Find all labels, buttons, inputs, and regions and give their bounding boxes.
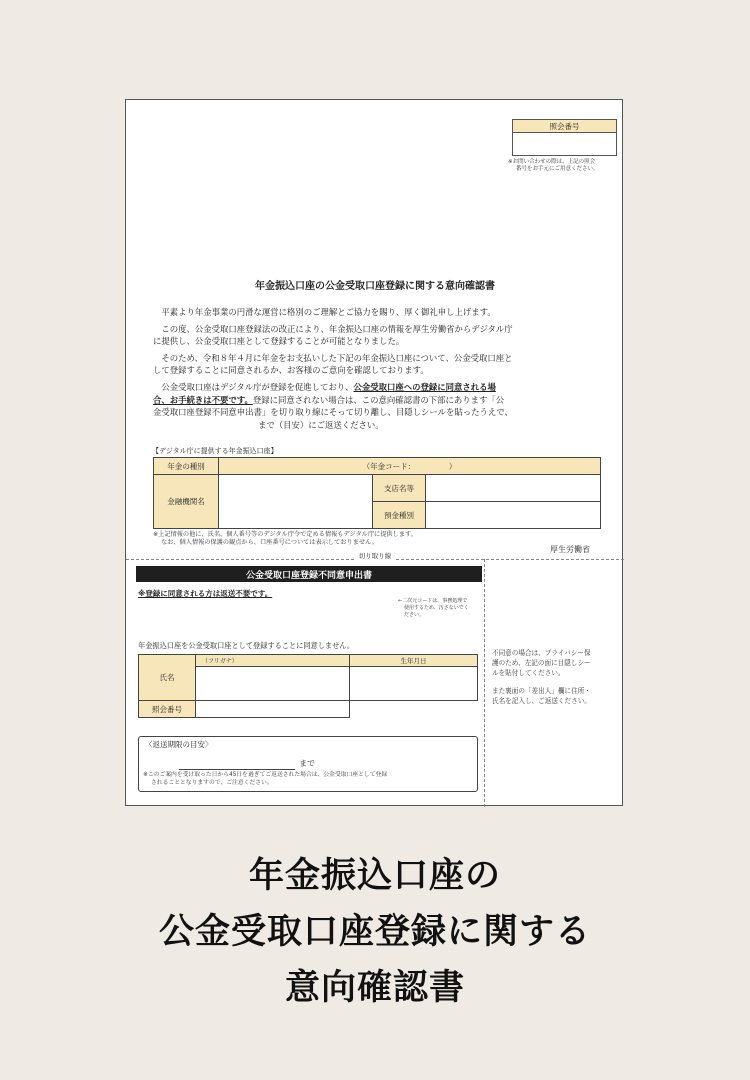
branch-name-label: 支店名等 xyxy=(372,474,426,502)
deadline-label: 〈返送期限の目安〉 xyxy=(145,740,213,749)
deadline-line xyxy=(179,769,295,770)
bank-name-value xyxy=(218,474,373,529)
deposit-type-value xyxy=(425,501,601,529)
name-label: 氏名 xyxy=(138,654,196,701)
fold-line xyxy=(484,559,485,807)
birth-field[interactable] xyxy=(349,666,478,701)
deadline-note: ※このご案内を受け取った日から45日を過ぎてご返送された場合は、公金受取口座として登録 されることとなりますので、ご注意ください。 xyxy=(143,772,388,786)
birth-label: 生年月日 xyxy=(349,654,478,667)
deadline-made: まで xyxy=(299,759,315,768)
form-ref-field xyxy=(195,700,350,718)
ref-note: ※お問い合わせの際は、上記の照会 番号をお手元にご用意ください。 xyxy=(508,159,599,173)
caption-line-1: 年金振込口座の xyxy=(248,856,501,896)
branch-name-value xyxy=(425,474,601,502)
form-ref-label: 照会番号 xyxy=(138,700,196,718)
table-notes: ※上記情報の他に、氏名、個人番号等のデジタル庁令で定める情報もデジタル庁に提供します。 なお、個人情報の保護の観点から、口座番号については表示しておりません。 xyxy=(153,531,417,547)
document-body: 平素より年金事業の円滑な運営に格別のご理解とご協力を賜り、厚く御礼申し上げます。 この度、公金受取口座登録法の改正により、年金振込口座の情報を厚生労働省からデジタル庁 に提供し、公金受取口座として登録することが可能となりました。 そのため、令和８年４月に年金をお支払いした下記の年金振込口座について、公金受取口座と して登録することに同意されるか、お客様のご意向を確認しております。 公金受取口座はデジタル庁が登録を促進しており、公金受取口座への登録に同意される場 合、お手続きは不要です。登録に同意されない場合は、この意向確認書の下部にあります「公 金受取口座登録不同意申出書」を切り取り線にそって切り離し、目隠しシールを貼ったうえで、 まで（目安）にご返送ください。 xyxy=(153,307,513,430)
ref-box-value xyxy=(512,133,617,156)
no-return-note: ※登録に同意される方は返送不要です。 xyxy=(138,589,273,598)
pension-code: （年金コード： ） xyxy=(218,457,601,475)
bank-name-label: 金融機関名 xyxy=(153,474,219,529)
pension-type-label: 年金の種別 xyxy=(153,457,219,475)
form-header: 公金受取口座登録不同意申出書 xyxy=(136,566,482,582)
cut-line-label: 切り取り線 xyxy=(126,552,624,561)
ref-box-header xyxy=(512,119,617,133)
section-label: 【デジタル庁に提供する年金振込口座】 xyxy=(152,447,278,455)
name-field[interactable] xyxy=(195,666,350,701)
ref-box-label: 照会番号 xyxy=(549,121,580,131)
caption-line-2: 公金受取口座登録に関する xyxy=(158,912,591,952)
form-statement: 年金振込口座を公金受取口座として登録することに同意しません。 xyxy=(138,641,355,650)
qr-note: ←二次元コードは、事務処理で 使用するため、汚さないでく ださい。 xyxy=(398,598,469,618)
caption-line-3: 意向確認書 xyxy=(284,968,465,1008)
deadline-box xyxy=(138,736,478,792)
side-note: 不同意の場合は、プライバシー保 護のため、左記の面に目隠しシー ルを貼付してください。 また裏面の「差出人」欄に住所・ 氏名を記入し、ご返送ください。 xyxy=(492,649,591,705)
document-sheet xyxy=(125,99,623,806)
document-title: 年金振込口座の公金受取口座登録に関する意向確認書 xyxy=(255,281,495,292)
deposit-type-label: 預金種別 xyxy=(372,501,426,529)
furigana-label: （フリガナ） xyxy=(195,654,350,667)
ministry-name: 厚生労働省 xyxy=(550,545,590,554)
